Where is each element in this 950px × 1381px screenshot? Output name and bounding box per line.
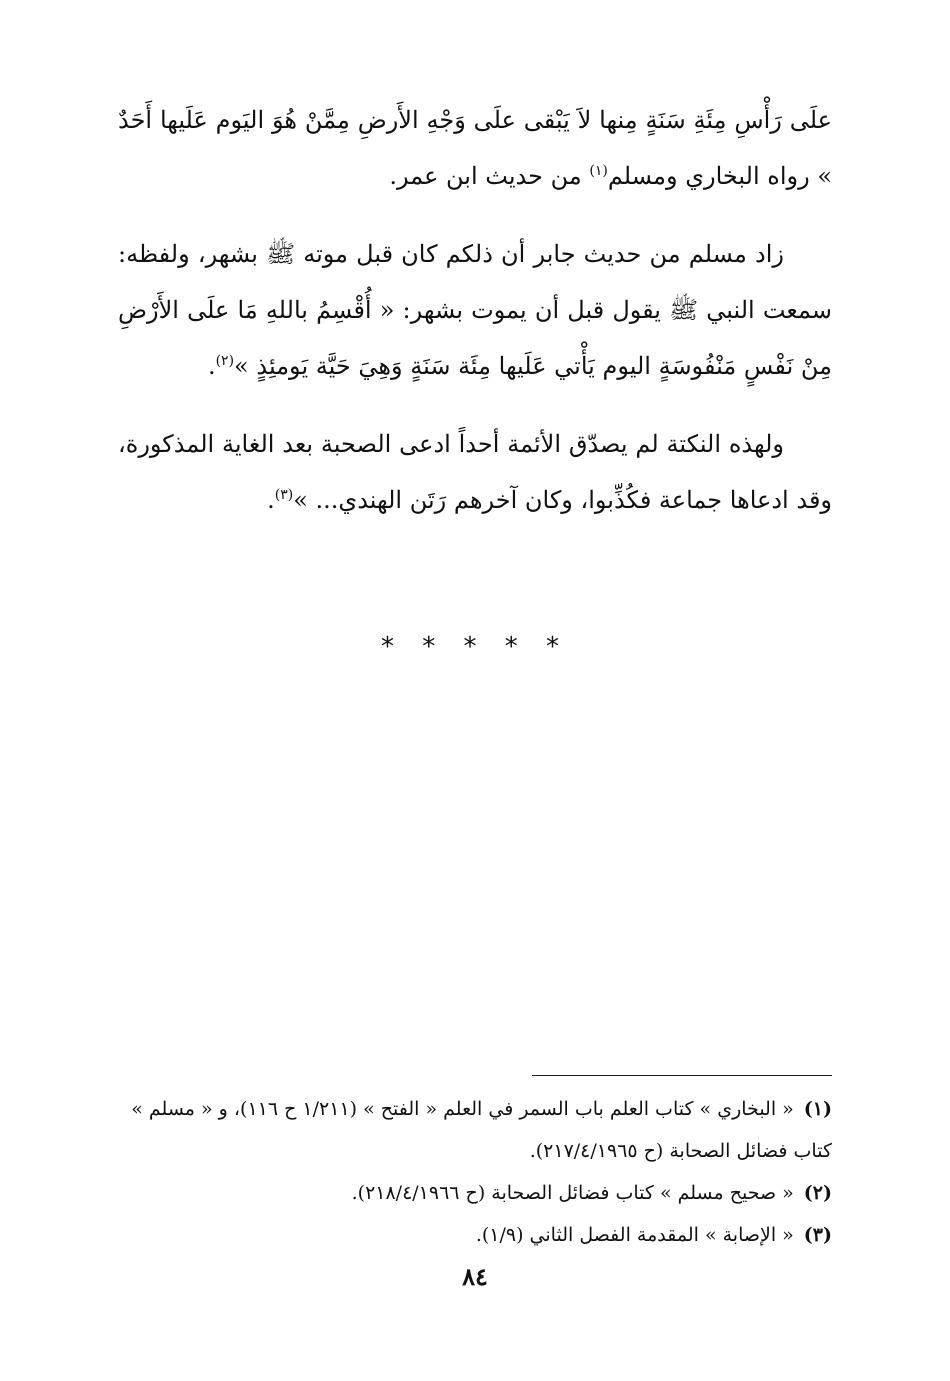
footnote-3-number: (٣) xyxy=(803,1224,832,1246)
paragraph-1 xyxy=(118,92,832,204)
paragraph-2-text: زاد مسلم من حديث جابر أن ذلكم كان قبل موته ﷺ بشهر، ولفظه: سمعت النبي ﷺ يقول قبل أن يموت بشهر: « أُقْسِمُ باللهِ مَا علَى الأَرْضِ مِنْ نَفْسٍ مَنْفُوسَةٍ اليوم يَأْتي عَلَيها مِئَة سَنَةٍ وَهِيَ حَيَّة يَومئِذٍ » xyxy=(118,240,832,380)
footnote-3-text: « الإصابة » المقدمة الفصل الثاني (١/٩). xyxy=(475,1224,794,1246)
paragraph-3-text: ولهذه النكتة لم يصدّق الأئمة أحداً ادعى الصحبة بعد الغاية المذكورة، وقد ادعاها جماعة فكُذِّبوا، وكان آخرهم رَتَن الهندي... » xyxy=(118,430,832,514)
footnote-1 xyxy=(118,1088,832,1172)
footnote-ref-3: (٣) xyxy=(274,487,294,503)
footnote-2-number: (٢) xyxy=(803,1182,832,1204)
footnote-3 xyxy=(118,1214,832,1256)
footnote-1-number: (١) xyxy=(803,1098,832,1120)
section-separator: * * * * * xyxy=(380,632,570,662)
footnote-2-text: « صحيح مسلم » كتاب فضائل الصحابة (ح ٢١٨/٤/١٩٦٦). xyxy=(351,1182,794,1204)
paragraph-2 xyxy=(118,226,832,394)
footnote-2 xyxy=(118,1172,832,1214)
footnote-ref-1: (١) xyxy=(589,163,608,179)
paragraph-2-tail: . xyxy=(207,352,216,380)
page-number: ٨٤ xyxy=(462,1262,488,1291)
paragraph-1-tail: من حديث ابن عمر. xyxy=(389,162,590,190)
paragraph-3 xyxy=(118,416,832,528)
paragraph-3-tail: . xyxy=(267,486,275,514)
footnote-1-text: « البخاري » كتاب العلم باب السمر في العلم « الفتح » (١/٢١١ ح ١١٦)، و « مسلم » كتاب فضائل الصحابة (ح ٢١٧/٤/١٩٦٥). xyxy=(131,1098,832,1162)
main-text xyxy=(118,92,832,550)
footnote-divider xyxy=(532,1075,832,1076)
footnote-ref-2: (٢) xyxy=(215,353,235,369)
paragraph-1-text: علَى رَأْسِ مِئَةِ سَنَةٍ مِنها لاَ يَبْقى علَى وَجْهِ الأَرضِ مِمَّنْ هُوَ اليَوم عَلَيها أَحَدٌ » رواه البخاري ومسلم xyxy=(118,106,832,190)
footnotes xyxy=(118,1088,832,1256)
